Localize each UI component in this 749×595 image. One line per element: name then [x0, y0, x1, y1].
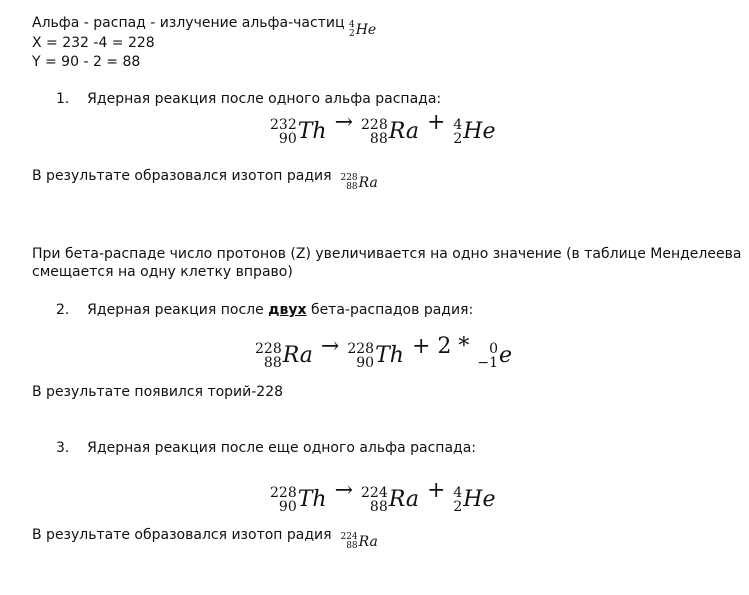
nuclide-mass: 228 [361, 117, 388, 133]
reaction-2-number: 2. [56, 302, 70, 318]
nuclide-charge: −1 [477, 355, 498, 371]
reaction-2-formula [255, 334, 512, 370]
reaction-3-result [32, 526, 378, 551]
reaction-1-title-text: Ядерная реакция после одного альфа распада: [87, 91, 442, 107]
reaction-3-result-nuclide [340, 533, 377, 551]
nuclide-symbol: Ra [358, 534, 378, 550]
nuclide-charge: 2 [453, 499, 463, 515]
nuclide-symbol: e [499, 343, 513, 368]
reaction-3-product-1 [361, 486, 419, 514]
nuclide-symbol: Th [375, 343, 404, 368]
helium-symbol: He [355, 22, 377, 38]
reaction-1-title [56, 90, 441, 108]
reaction-3-reactant [270, 486, 327, 514]
reaction-1-formula [270, 110, 496, 146]
reaction-1-product-2 [453, 118, 495, 146]
reaction-2-reactant [255, 342, 313, 370]
reaction-2-result: В результате появился торий-228 [32, 384, 284, 400]
reaction-1-result [32, 167, 378, 192]
beta-decay-paragraph: При бета-распаде число протонов (Z) увеличивается на одно значение (в таблице Менделеева смещается на одну клетку вправо) [32, 246, 742, 280]
nuclide-charge: 2 [453, 131, 463, 147]
nuclide-mass: 224 [340, 532, 358, 542]
reaction-3-formula [270, 478, 496, 514]
reaction-1-result-text: В результате образовался изотоп радия [32, 168, 332, 184]
reaction-2-title [56, 301, 473, 319]
plus-two-times-symbol: + 2 * [411, 334, 470, 359]
arrow-symbol: → [320, 334, 340, 359]
nuclide-charge: 88 [263, 355, 282, 371]
nuclide-charge: 90 [356, 355, 375, 371]
reaction-2-product-1 [347, 342, 404, 370]
reaction-3-title [56, 439, 476, 457]
nuclide-mass: 224 [361, 485, 388, 501]
reaction-2-product-2 [477, 342, 512, 370]
nuclide-mass: 0 [489, 341, 498, 357]
nuclide-symbol: He [463, 487, 496, 512]
reaction-3-product-2 [453, 486, 495, 514]
nuclide-mass: 228 [270, 485, 297, 501]
nuclide-symbol: Ra [282, 343, 313, 368]
nuclide-mass: 228 [255, 341, 282, 357]
nuclide-charge: 90 [278, 499, 297, 515]
arrow-symbol: → [334, 478, 354, 503]
reaction-2-title-after: бета-распадов радия: [310, 302, 474, 318]
nuclide-mass: 228 [347, 341, 375, 357]
nuclide-symbol: Th [297, 487, 327, 512]
reaction-3-number: 3. [56, 440, 70, 456]
reaction-2-title-bold: двух [268, 302, 307, 318]
nuclide-mass: 232 [270, 117, 297, 133]
reaction-1-number: 1. [56, 91, 70, 107]
helium-charge: 2 [348, 29, 355, 39]
nuclide-charge: 90 [278, 131, 297, 147]
reaction-1-reactant [270, 118, 327, 146]
nuclide-symbol: Ra [358, 175, 378, 191]
reaction-1-result-nuclide [340, 174, 377, 192]
plus-symbol: + [426, 478, 446, 503]
reaction-2-title-before: Ядерная реакция после [87, 302, 264, 318]
y-equation: Y = 90 - 2 = 88 [32, 54, 141, 70]
nuclide-charge: 88 [369, 131, 388, 147]
plus-symbol: + [426, 110, 446, 135]
nuclide-charge: 88 [346, 182, 358, 192]
x-equation: X = 232 -4 = 228 [32, 35, 155, 51]
arrow-symbol: → [334, 110, 354, 135]
reaction-3-result-text: В результате образовался изотоп радия [32, 527, 332, 543]
helium-mass: 4 [348, 20, 355, 30]
helium-nuclide [349, 21, 376, 39]
nuclide-charge: 88 [346, 541, 358, 551]
nuclide-symbol: He [463, 119, 496, 144]
nuclide-symbol: Ra [388, 487, 419, 512]
nuclide-mass: 4 [453, 485, 463, 501]
reaction-3-title-text: Ядерная реакция после еще одного альфа распада: [87, 440, 476, 456]
alpha-decay-text: Альфа - распад - излучение альфа-частиц [32, 15, 345, 31]
nuclide-mass: 228 [340, 173, 358, 183]
nuclide-symbol: Ra [388, 119, 419, 144]
nuclide-mass: 4 [453, 117, 463, 133]
nuclide-charge: 88 [369, 499, 388, 515]
reaction-1-product-1 [361, 118, 419, 146]
nuclide-symbol: Th [297, 119, 327, 144]
